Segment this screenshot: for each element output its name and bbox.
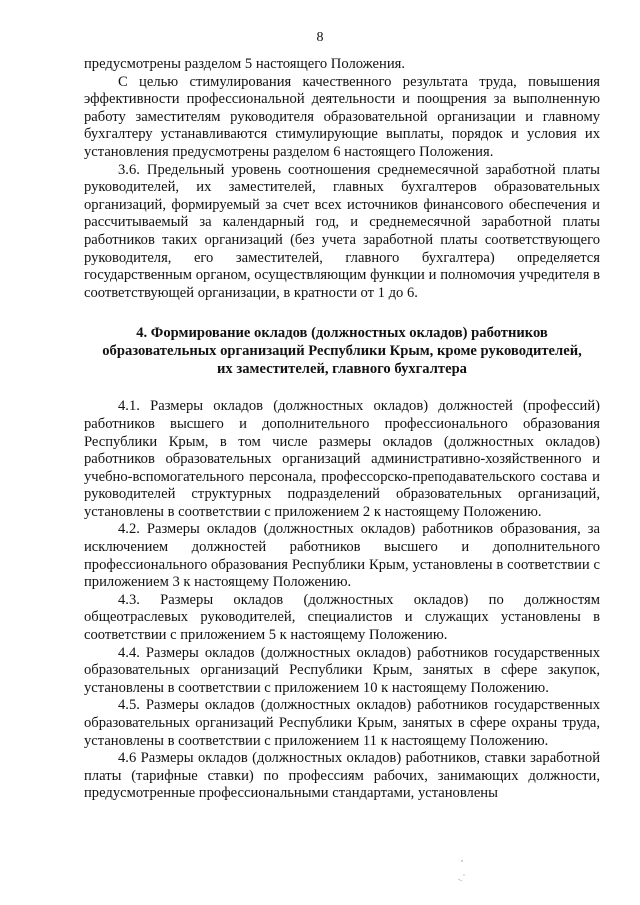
section-4-heading-line-2: образовательных организаций Республики Крым, кроме руководителей, <box>102 343 582 360</box>
paragraph-4-1: 4.1. Размеры окладов (должностных окладов) должностей (профессий) работников высшего и дополнительного профессионального образования Республики Крым, в том числе размеры окладов (должностных окладов) работников образовательных организаций административно-хозяйственного и учебно-вспомогательного персонала, профессорско-преподавательского состава и руководителей структурных подразделений образовательных организаций, установлены в соответствии с приложением 2 к настоящему Положению. <box>84 398 600 520</box>
scan-specks <box>450 855 480 895</box>
paragraph-4-2: 4.2. Размеры окладов (должностных окладов) работников образования, за исключением должностей работников высшего и дополнительного профессионального образования Республики Крым, установлены в соответствии с приложением 3 к настоящему Положению. <box>84 521 600 591</box>
paragraph-4-6: 4.6 Размеры окладов (должностных окладов) работников, ставки заработной платы (тарифные ставки) по профессиям рабочих, занимающих должности, предусмотренные профессиональными стандартами, установлены <box>84 750 600 802</box>
paragraph-4-4: 4.4. Размеры окладов (должностных окладов) работников государственных образовательных организаций Республики Крым, занятых в сфере закупок, установлены в соответствии с приложением 10 к настоящему Положению. <box>84 644 600 696</box>
document-body <box>84 56 600 803</box>
section-4-heading <box>84 324 600 378</box>
paragraph-4-5: 4.5. Размеры окладов (должностных окладов) работников государственных образовательных организаций Республики Крым, занятых в сфере охраны труда, установлены в соответствии с приложением 11 к настоящему Положению. <box>84 697 600 749</box>
page-number: 8 <box>316 30 324 45</box>
section-4-heading-line-3: их заместителей, главного бухгалтера <box>217 361 467 378</box>
paragraph-stimulating-payments: С целью стимулирования качественного результата труда, повышения эффективности профессиональной деятельности и поощрения за выполненную работу заместителям руководителя образовательной организации и главному бухгалтеру устанавливаются стимулирующие выплаты, порядок и условия их установления предусмотрены разделом 6 настоящего Положения. <box>84 73 600 160</box>
section-4-heading-line-1: 4. Формирование окладов (должностных окладов) работников <box>136 325 548 342</box>
paragraph-4-3: 4.3. Размеры окладов (должностных окладов) по должностям общеотраслевых руководителей, специалистов и служащих установлены в соответствии с приложением 5 к настоящему Положению. <box>84 591 600 644</box>
paragraph-3-6: 3.6. Предельный уровень соотношения среднемесячной заработной платы руководителей, их заместителей, главных бухгалтеров образовательных организаций, формируемый за счет всех источников финансового обеспечения и рассчитываемый за календарный год, и среднемесячной заработной платы работников таких организаций (без учета заработной платы соответствующего руководителя, его заместителей, главного бухгалтера) определяется государственным органом, осуществляющим функции и полномочия учредителя в соответствующей организации, в кратности от 1 до 6. <box>84 161 600 301</box>
paragraph-continuation: предусмотрены разделом 5 настоящего Положения. <box>84 56 406 72</box>
